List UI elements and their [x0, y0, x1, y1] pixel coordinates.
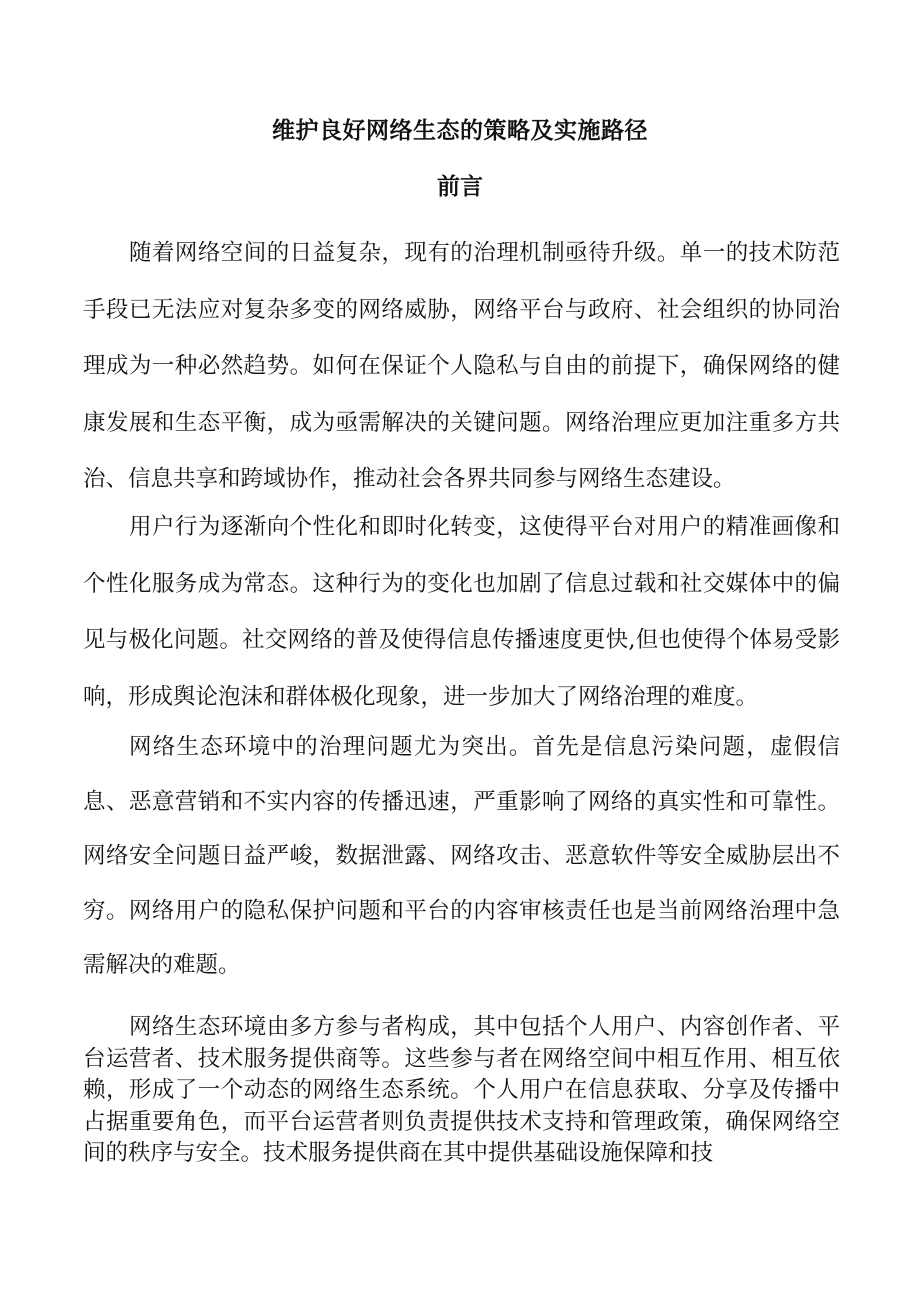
paragraph: 网络生态环境中的治理问题尤为突出。首先是信息污染问题，虚假信息、恶意营销和不实内容的传播迅速，严重影响了网络的真实性和可靠性。网络安全问题日益严峻，数据泄露、网络攻击、恶意软件等安全威胁层出不穷。网络用户的隐私保护问题和平台的内容审核责任也是当前网络治理中急需解决的难题。 [83, 734, 840, 978]
paragraph: 用户行为逐渐向个性化和即时化转变，这使得平台对用户的精准画像和个性化服务成为常态。这种行为的变化也加剧了信息过载和社交媒体中的偏见与极化问题。社交网络的普及使得信息传播速度更快,但也使得个体易受影响，形成舆论泡沫和群体极化现象，进一步加大了网络治理的难度。 [83, 514, 840, 710]
section-heading: 前言 [437, 173, 483, 200]
paragraph: 随着网络空间的日益复杂，现有的治理机制亟待升级。单一的技术防范手段已无法应对复杂多变的网络威胁，网络平台与政府、社会组织的协同治理成为一种必然趋势。如何在保证个人隐私与自由的前提下，确保网络的健康发展和生态平衡，成为亟需解决的关键问题。网络治理应更加注重多方共治、信息共享和跨域协作，推动社会各界共同参与网络生态建设。 [83, 240, 840, 492]
document-title: 维护良好网络生态的策略及实施路径 [272, 117, 648, 144]
paragraph: 网络生态环境由多方参与者构成，其中包括个人用户、内容创作者、平台运营者、技术服务提供商等。这些参与者在网络空间中相互作用、相互依赖，形成了一个动态的网络生态系统。个人用户在信息获取、分享及传播中占据重要角色，而平台运营者则负责提供技术支持和管理政策，确保网络空间的秩序与安全。技术服务提供商在其中提供基础设施保障和技 [83, 1014, 840, 1166]
